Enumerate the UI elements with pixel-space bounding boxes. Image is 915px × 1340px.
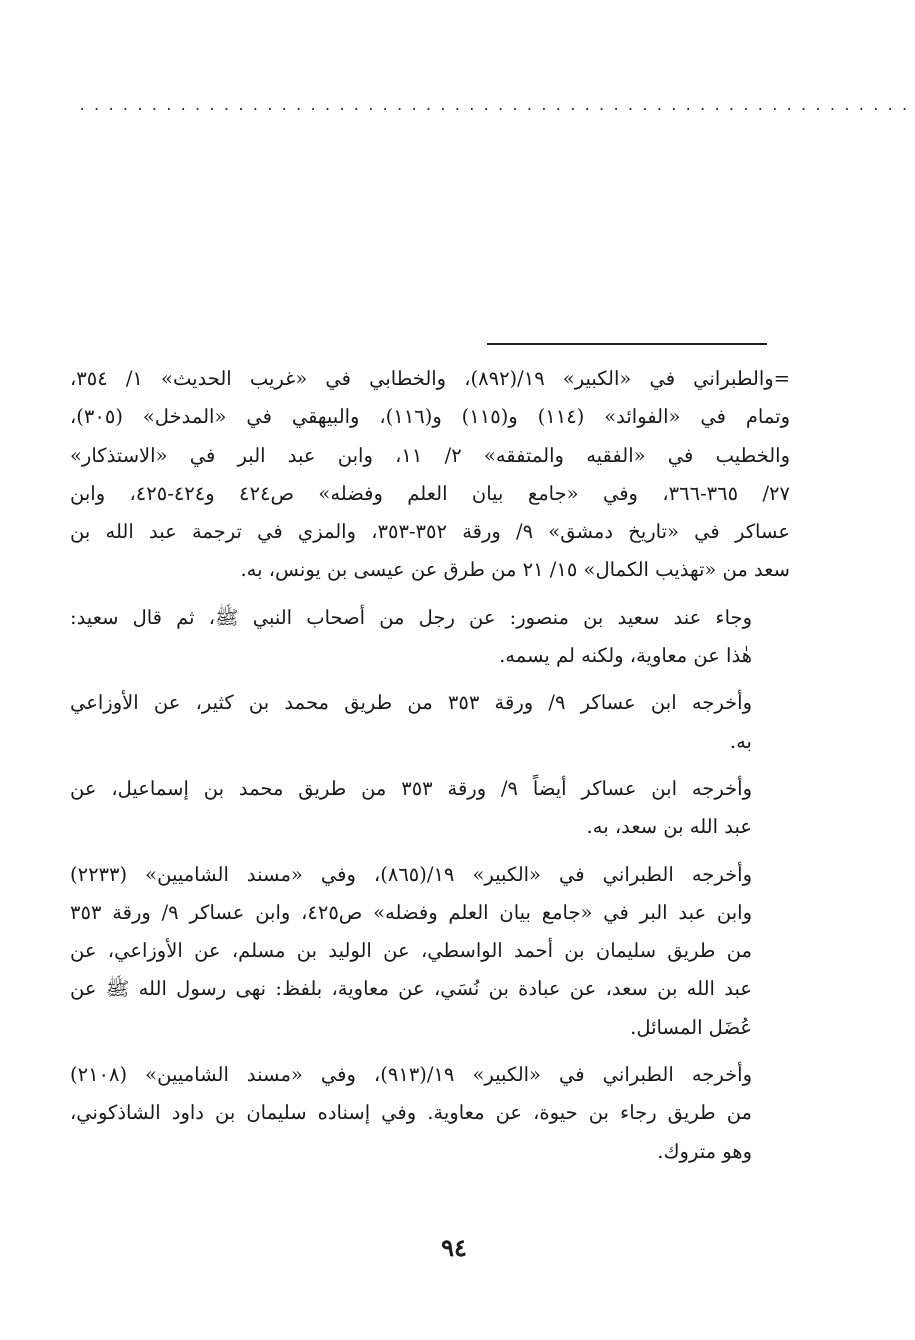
footnote-line: وأخرجه الطبراني في «الكبير» ١٩/(٨٦٥)، وفي «مسند الشاميين» (٢٢٣٣)	[70, 862, 752, 886]
footnote-paragraph	[70, 856, 782, 1047]
footnote-line: من طريق رجاء بن حيوة، عن معاوية. وفي إسناده سليمان بن داود الشاذكوني،	[70, 1101, 752, 1125]
footnote-line: هٰذا عن معاوية، ولكنه لم يسمه.	[499, 644, 752, 668]
footnote-paragraph	[70, 684, 782, 761]
footnote-line: به.	[729, 729, 752, 753]
separator-dots: ..........................................................	[78, 98, 915, 114]
footnote-line: =والطبراني في «الكبير» ١٩/(٨٩٢)، والخطابي في «غريب الحديث» ١/ ٣٥٤،	[70, 367, 790, 390]
footnote-line: من طريق سليمان بن أحمد الواسطي، عن الوليد بن مسلم، عن الأوزاعي، عن	[70, 939, 752, 963]
footnote-line: عبد الله بن سعد، به.	[586, 815, 752, 839]
footnote-line: ٢٧/ ٣٦٥-٣٦٦، وفي «جامع بيان العلم وفضله» ص٤٢٤ و٤٢٤-٤٢٥، وابن	[70, 481, 790, 505]
footnote-line: عبد الله بن سعد، عن عبادة بن نُسَي، عن معاوية، بلفظ: نهى رسول الله ﷺ عن	[70, 977, 752, 1001]
footnote-line: وتمام في «الفوائد» (١١٤) و(١١٥) و(١١٦)، والبيهقي في «المدخل» (٣٠٥)،	[70, 405, 790, 429]
footnote-line: والخطيب في «الفقيه والمتفقه» ٢/ ١١، وابن عبد البر في «الاستذكار»	[70, 443, 790, 467]
footnote-paragraph	[70, 770, 782, 847]
footnote-line: عُضَل المسائل.	[630, 1015, 752, 1039]
footnote-line: وجاء عند سعيد بن منصور: عن رجل من أصحاب النبي ﷺ، ثم قال سعيد:	[70, 605, 752, 629]
footnote-line: وأخرجه ابن عساكر أيضاً ٩/ ورقة ٣٥٣ من طريق محمد بن إسماعيل، عن	[70, 776, 753, 800]
footnote-line: عساكر في «تاريخ دمشق» ٩/ ورقة ٣٥٢-٣٥٣، والمزي في ترجمة عبد الله بن	[70, 520, 790, 544]
footnote-line: وهو متروك.	[657, 1139, 752, 1163]
footnote-line: وابن عبد البر في «جامع بيان العلم وفضله» ص٤٢٥، وابن عساكر ٩/ ورقة ٣٥٣	[70, 900, 752, 924]
footnote-paragraph	[70, 1056, 782, 1171]
footnote-paragraph	[70, 599, 782, 676]
footnotes-block	[70, 360, 790, 1180]
footnote-line: وأخرجه الطبراني في «الكبير» ١٩/(٩١٣)، وفي «مسند الشاميين» (٢١٠٨)	[70, 1063, 752, 1087]
footnote-line: وأخرجه ابن عساكر ٩/ ورقة ٣٥٣ من طريق محمد بن كثير، عن الأوزاعي	[70, 691, 752, 715]
page-number: ٩٤	[441, 1233, 467, 1262]
footnote-rule	[487, 343, 767, 345]
footnote-paragraph	[70, 360, 790, 590]
footnote-line: سعد من «تهذيب الكمال» ١٥/ ٢١ من طرق عن عيسى بن يونس، به.	[240, 558, 790, 582]
